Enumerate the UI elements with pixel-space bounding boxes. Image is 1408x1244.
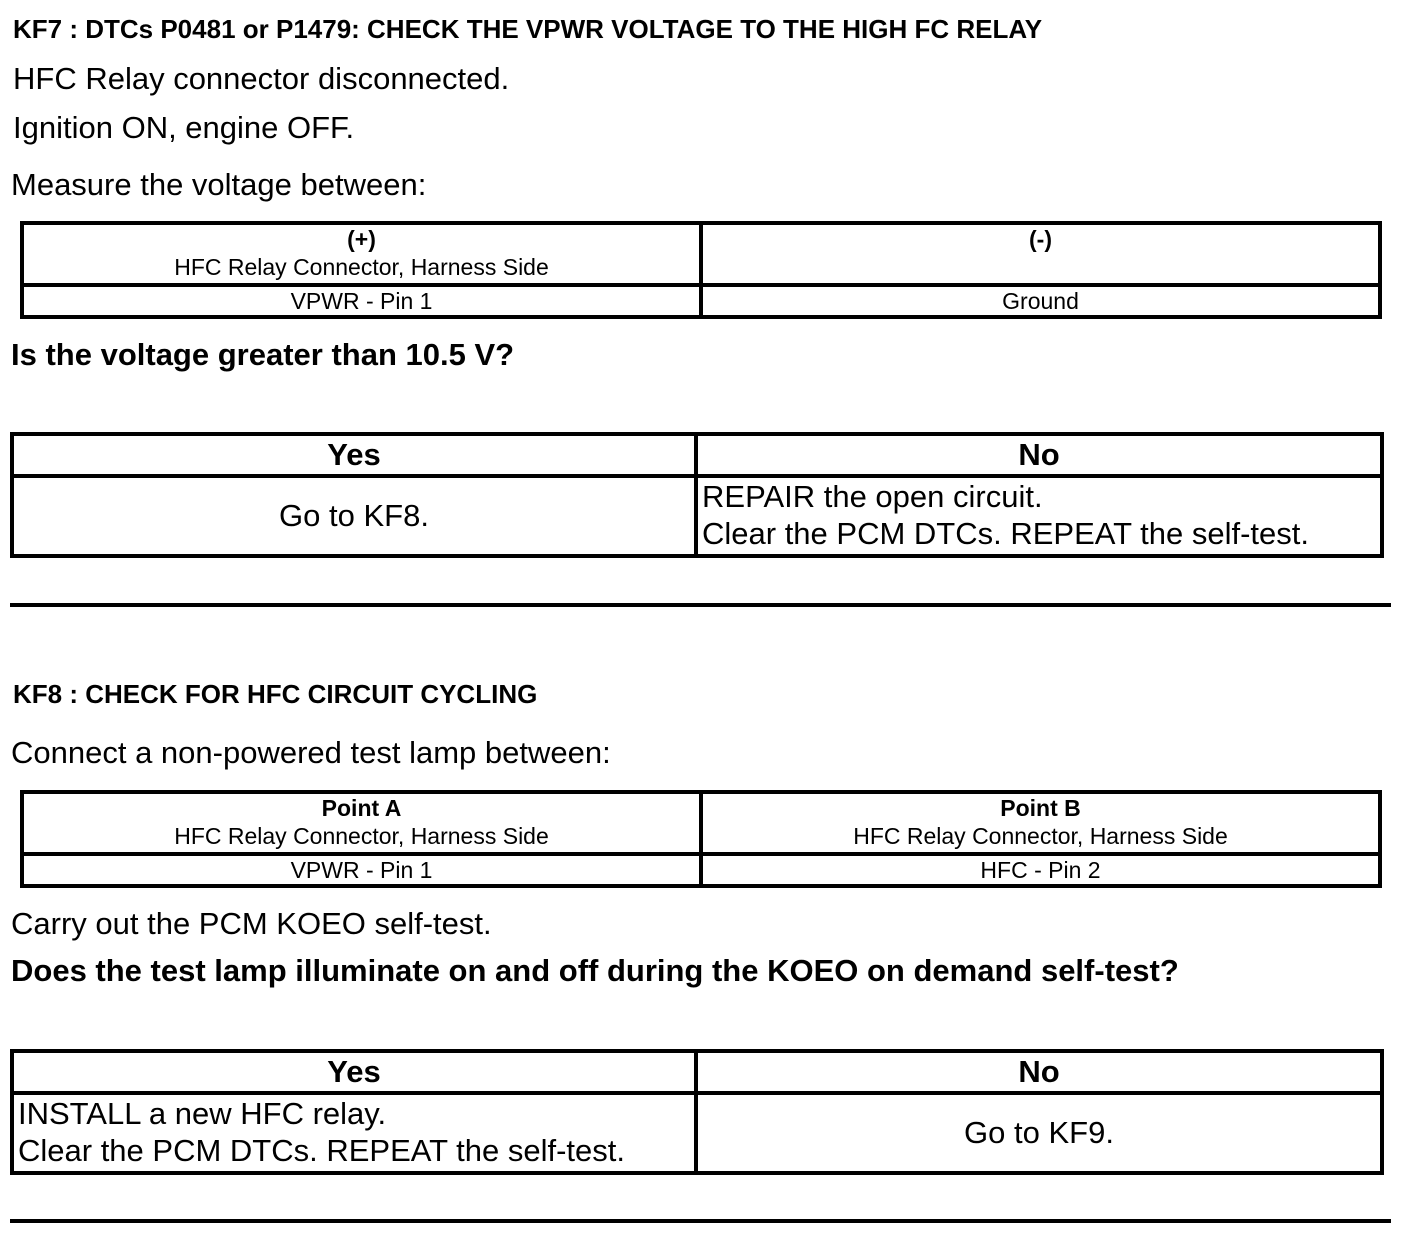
kf8-step-selftest: Carry out the PCM KOEO self-test. [11,906,492,941]
kf7-measure-col1-cell [22,223,701,285]
kf8-point-col2-header: Point B [1000,795,1081,821]
kf7-no-header: No [696,434,1382,476]
kf8-point-col2-value: HFC - Pin 2 [701,854,1380,886]
kf8-point-table [20,790,1382,888]
kf8-intro: Connect a non-powered test lamp between: [11,735,611,770]
kf8-point-col1-value: VPWR - Pin 1 [22,854,701,886]
kf7-step-connector: HFC Relay connector disconnected. [13,61,510,96]
kf7-measure-col2-header: (-) [1029,226,1052,252]
kf7-title: KF7 : DTCs P0481 or P1479: CHECK THE VPWR VOLTAGE TO THE HIGH FC RELAY [13,14,1043,44]
kf7-measure-col2-cell [701,223,1380,285]
kf7-measure-table [20,221,1382,319]
kf8-title: KF8 : CHECK FOR HFC CIRCUIT CYCLING [13,679,538,709]
kf7-no-action-cell [696,476,1382,556]
kf8-yes-action-line1: INSTALL a new HFC relay. [18,1096,387,1131]
kf7-no-action-line1: REPAIR the open circuit. [702,479,1043,514]
section-divider [10,603,1391,607]
kf7-yes-header: Yes [12,434,696,476]
kf8-no-action: Go to KF9. [696,1093,1382,1173]
kf7-no-action-line2: Clear the PCM DTCs. REPEAT the self-test. [702,516,1309,551]
kf7-question: Is the voltage greater than 10.5 V? [11,337,515,372]
kf7-yes-action: Go to KF8. [12,476,696,556]
kf8-point-col1-header: Point A [321,795,402,821]
kf7-measure-col1-value: VPWR - Pin 1 [22,285,701,317]
kf7-measure-col1-sub: HFC Relay Connector, Harness Side [174,254,549,280]
kf7-result-table [10,432,1384,558]
kf8-no-header: No [696,1051,1382,1093]
section-divider-bottom [10,1219,1391,1223]
kf7-step-ignition: Ignition ON, engine OFF. [13,110,355,145]
kf8-point-col2-cell [701,792,1380,854]
kf8-point-col1-cell [22,792,701,854]
kf8-question: Does the test lamp illuminate on and off during the KOEO on demand self-test? [11,953,1179,988]
kf7-measure-intro: Measure the voltage between: [11,167,427,202]
kf8-yes-action-cell [12,1093,696,1173]
kf8-point-col2-sub: HFC Relay Connector, Harness Side [853,823,1228,849]
kf8-result-table [10,1049,1384,1175]
kf7-measure-col2-value: Ground [701,285,1380,317]
kf8-point-col1-sub: HFC Relay Connector, Harness Side [174,823,549,849]
kf7-measure-col1-header: (+) [347,226,376,252]
kf8-yes-header: Yes [12,1051,696,1093]
kf8-yes-action-line2: Clear the PCM DTCs. REPEAT the self-test. [18,1133,625,1168]
